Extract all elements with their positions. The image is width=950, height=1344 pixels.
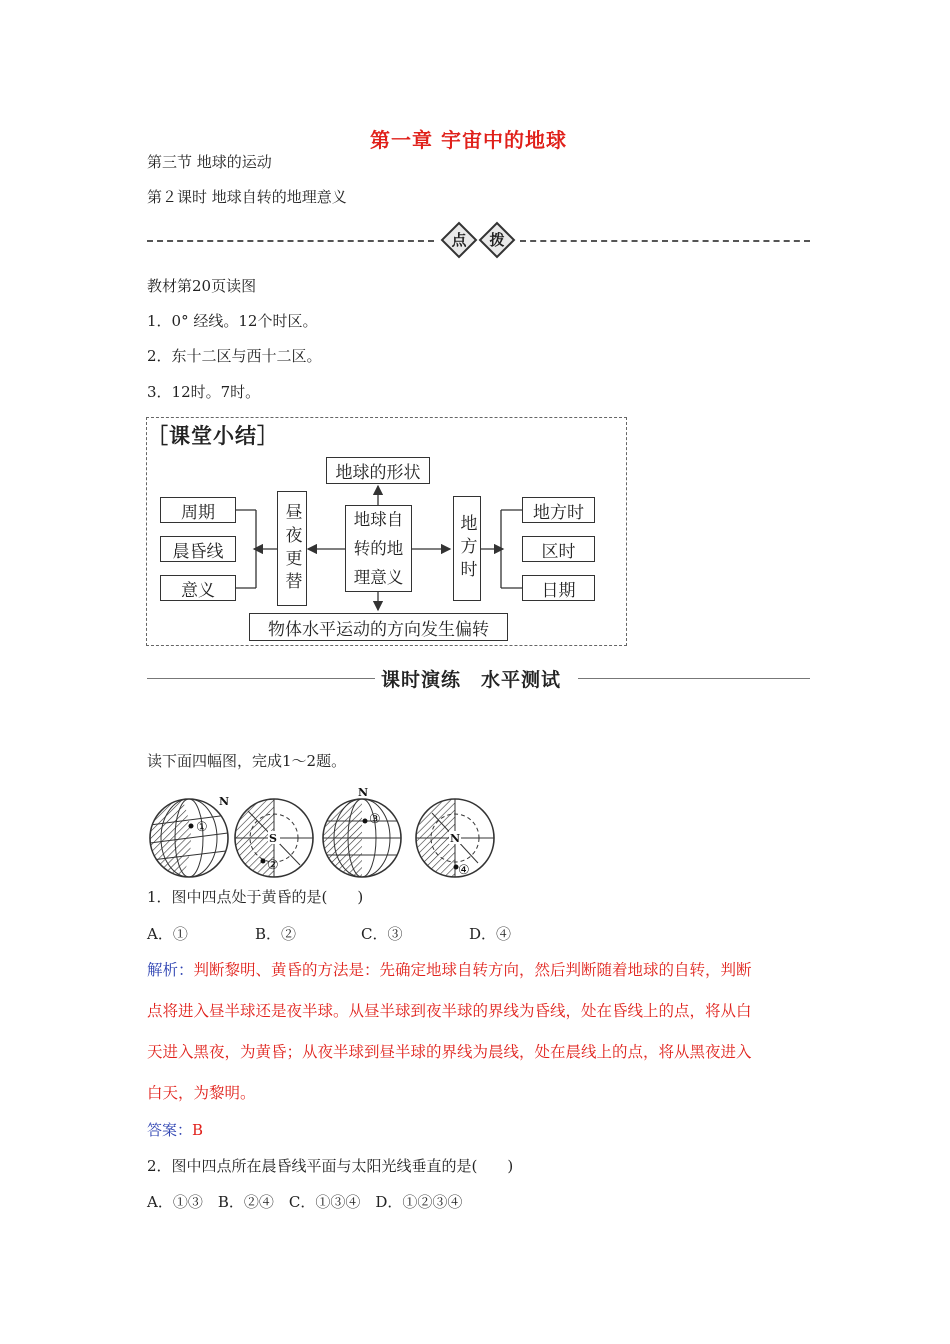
globe-2-label: ② [267, 858, 279, 873]
box-local-time: 地方时 [453, 496, 481, 601]
globe-3-pole: N [358, 786, 369, 799]
summary-heading: ［课堂小结］ [147, 423, 279, 448]
practice-heading: 课时演练 水平测试 [381, 669, 562, 691]
q2-stem: 2．图中四点所在晨昏线平面与太阳光线垂直的是( ) [147, 1157, 514, 1175]
q1-analysis-text-1: 判断黎明、黄昏的方法是：先确定地球自转方向，然后判断随着地球的自转，判断 [193, 961, 752, 979]
practice-rule-left [147, 678, 375, 679]
q1-analysis-line-1 [147, 960, 752, 980]
q1-analysis-line-2: 点将进入昼半球还是夜半球。从昼半球到夜半球的界线为昏线，处在昏线上的点，将从白 [147, 1002, 752, 1020]
box-deflection: 物体水平运动的方向发生偏转 [249, 613, 508, 641]
globe-3-label: ③ [369, 812, 381, 827]
globe-3 [323, 795, 401, 881]
q1-analysis-line-3: 天进入黑夜，为黄昏；从夜半球到昼半球的界线为晨线，处在晨线上的点，将从黑夜进入 [147, 1043, 752, 1061]
box-center-text: 地球自转的地理意义 [353, 510, 404, 587]
q2-options: A．①③ B．②④ C．①③④ D．①②③④ [147, 1193, 463, 1211]
intro-text: 读下面四幅图，完成1～2题。 [147, 752, 347, 770]
q1-answer [147, 1120, 203, 1140]
q1-analysis-line-4: 白天，为黎明。 [147, 1084, 256, 1102]
answer-2: 2．东十二区与西十二区。 [147, 347, 322, 365]
q1-option-c: C．③ [361, 925, 403, 943]
q1-option-a: A．① [147, 925, 188, 943]
globe-4-label: ④ [458, 863, 470, 878]
q1-option-d: D．④ [469, 925, 512, 943]
section-title: 第三节 地球的运动 [147, 153, 272, 171]
box-terminator: 晨昏线 [160, 536, 236, 562]
lesson-title: 第２课时 地球自转的地理意义 [147, 188, 347, 206]
box-period: 周期 [160, 497, 236, 523]
globe-1-pole: N [219, 795, 230, 808]
box-meaning: 意义 [160, 575, 236, 601]
box-date: 日期 [522, 575, 595, 601]
q1-answer-value: B [192, 1121, 204, 1139]
answer-3: 3．12时。7时。 [147, 383, 261, 401]
practice-rule-right [578, 678, 810, 679]
q1-option-b: B．② [255, 925, 297, 943]
q1-stem: 1．图中四点处于黄昏的是( ) [147, 888, 364, 906]
box-day-night: 昼夜更替 [277, 491, 307, 606]
chapter-title: 第一章 宇宙中的地球 [370, 128, 567, 152]
q1-analysis-label: 解析： [147, 961, 194, 979]
globe-2-pole: S [269, 832, 277, 845]
globe-figures [140, 785, 510, 885]
globe-1 [145, 795, 228, 881]
textbook-ref: 教材第20页读图 [147, 277, 257, 295]
box-center [345, 505, 412, 592]
globe-4-pole: N [450, 832, 461, 845]
box-zone-time: 区时 [522, 536, 595, 562]
globe-1-label: ① [196, 820, 208, 835]
badge-char-1: 点 [451, 231, 467, 249]
answer-1: 1．0° 经线。12个时区。 [147, 312, 318, 330]
box-earth-shape: 地球的形状 [326, 457, 430, 484]
q1-answer-label: 答案： [147, 1121, 193, 1139]
box-local-time-item: 地方时 [522, 497, 595, 523]
badge-char-2: 拨 [489, 231, 505, 249]
